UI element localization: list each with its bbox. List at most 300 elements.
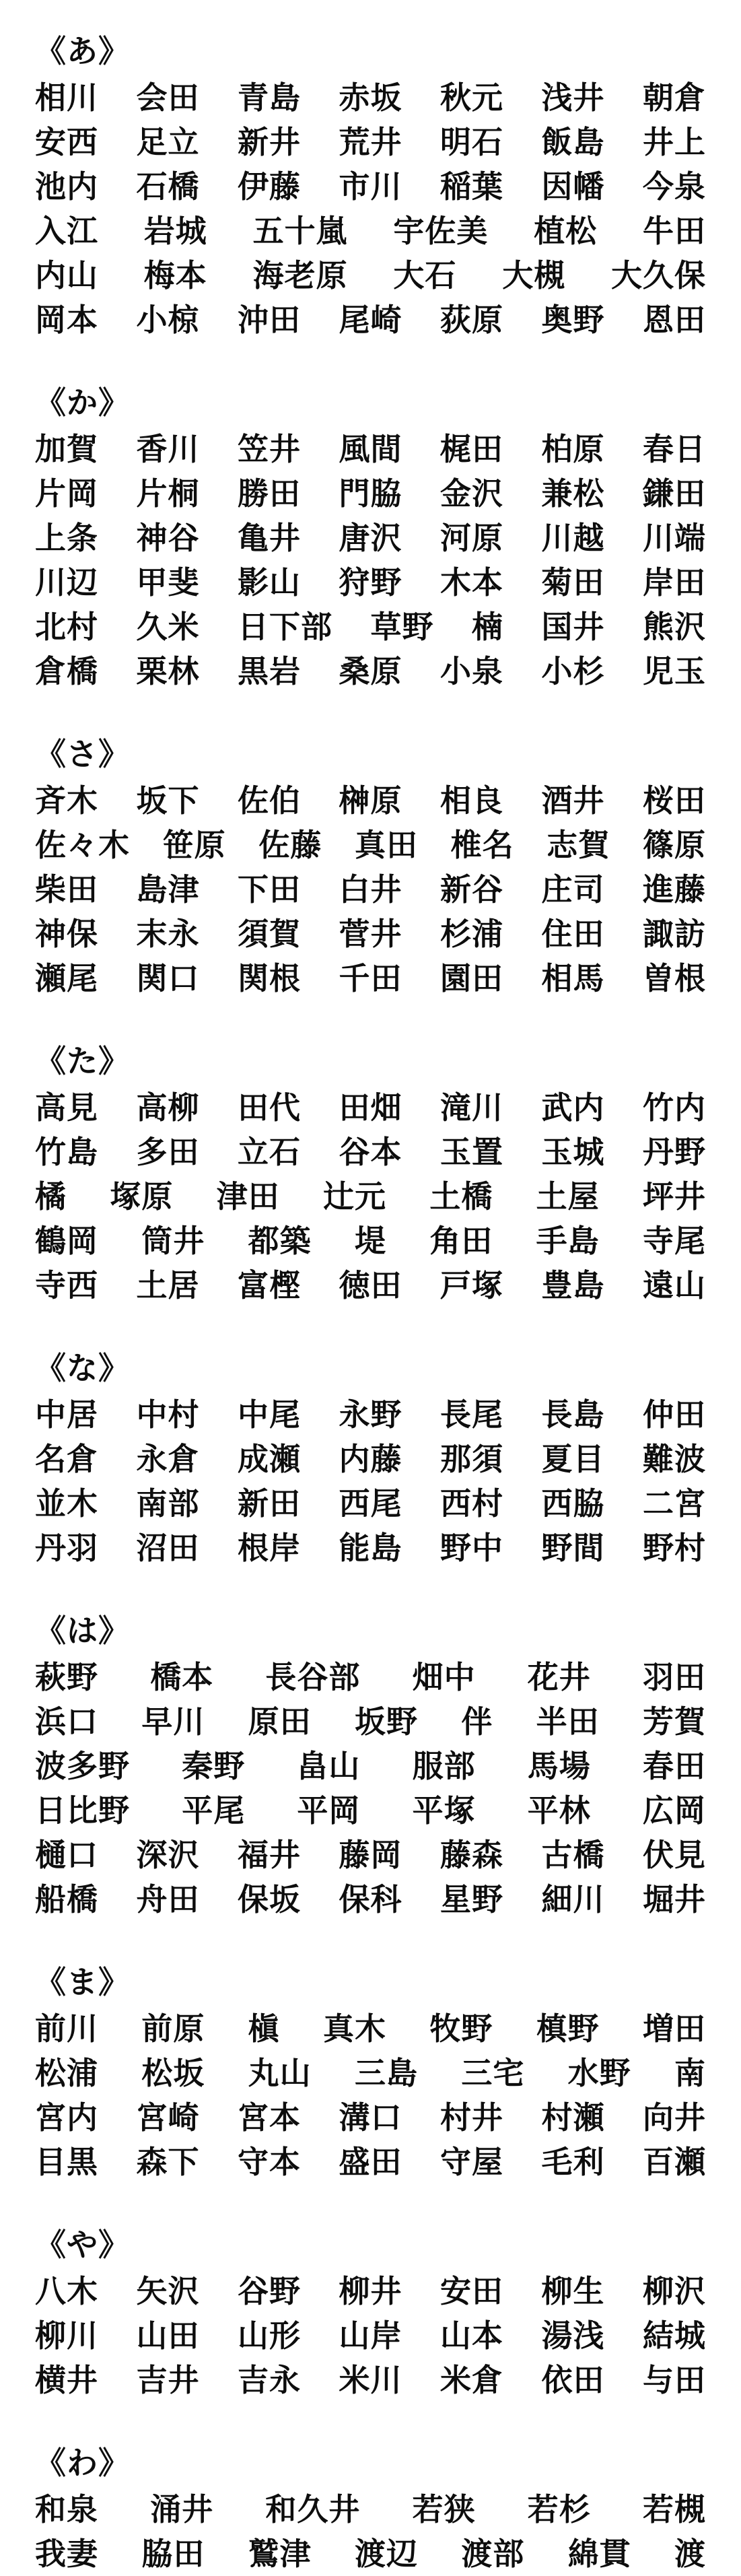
surname: 畑中 — [412, 1659, 476, 1695]
surname: 新谷 — [440, 871, 503, 908]
surname: 福井 — [238, 1837, 301, 1873]
name-row — [35, 2532, 706, 2576]
surname: 酒井 — [541, 782, 605, 819]
surname: 大久保 — [610, 257, 706, 294]
surname: 羽田 — [642, 1659, 706, 1695]
surname: 三島 — [354, 2055, 418, 2091]
name-section — [35, 731, 706, 1001]
surname: 村瀬 — [541, 2099, 605, 2136]
surname: 馬場 — [527, 1748, 591, 1784]
surname: 原田 — [248, 1703, 312, 1740]
surname: 吉井 — [136, 2362, 200, 2398]
surname: 真木 — [322, 2010, 386, 2047]
surname: 今泉 — [643, 168, 706, 205]
surname: 関根 — [238, 960, 301, 996]
surname: 西脇 — [541, 1485, 605, 1522]
surname: 末永 — [136, 916, 200, 952]
name-row — [35, 823, 706, 867]
surname: 亀井 — [238, 520, 301, 556]
surname: 永野 — [339, 1396, 402, 1433]
surname: 栗林 — [136, 653, 200, 689]
surname: 寺西 — [35, 1267, 98, 1303]
surname: 青島 — [238, 79, 301, 116]
surname: 川越 — [541, 520, 605, 556]
surname: 安西 — [35, 124, 98, 160]
name-row — [35, 1833, 706, 1877]
surname: 結城 — [643, 2317, 706, 2354]
surname: 米倉 — [440, 2362, 503, 2398]
surname: 笠井 — [238, 431, 301, 467]
surname: 根岸 — [238, 1530, 301, 1566]
surname: 須賀 — [238, 916, 301, 952]
surname: 横井 — [35, 2362, 98, 2398]
name-row — [35, 1263, 706, 1308]
surname: 玉城 — [541, 1134, 605, 1170]
surname: 小椋 — [136, 302, 200, 338]
name-section — [35, 1345, 706, 1570]
surname: 百瀬 — [643, 2144, 706, 2180]
surname: 足立 — [136, 124, 200, 160]
surname: 飯島 — [541, 124, 605, 160]
surname: 綿貫 — [567, 2536, 631, 2572]
surname: 野間 — [541, 1530, 605, 1566]
surname: 島津 — [136, 871, 200, 908]
section-heading: 《さ》 — [35, 736, 130, 772]
surname: 柳生 — [541, 2273, 605, 2309]
name-row — [35, 1085, 706, 1130]
surname: 榊原 — [339, 782, 402, 819]
surname: 桑原 — [339, 653, 402, 689]
surname: 橘 — [35, 1178, 67, 1215]
surname: 守屋 — [440, 2144, 503, 2180]
name-row — [35, 2095, 706, 2140]
surname: 奥野 — [541, 302, 605, 338]
surname: 田畑 — [339, 1089, 402, 1126]
name-row — [35, 1481, 706, 1526]
surname: 畠山 — [297, 1748, 361, 1784]
surname: 中尾 — [238, 1396, 301, 1433]
surname: 稲葉 — [440, 168, 503, 205]
surname: 河原 — [440, 520, 503, 556]
surname: 向井 — [643, 2099, 706, 2136]
surname: 進藤 — [643, 871, 706, 908]
name-row — [35, 2140, 706, 2184]
name-row — [35, 2051, 706, 2095]
name-row — [35, 2358, 706, 2402]
name-row — [35, 298, 706, 342]
surname: 森下 — [136, 2144, 200, 2180]
surname: 倉橋 — [35, 653, 98, 689]
surname: 脇田 — [141, 2536, 205, 2572]
name-section — [35, 380, 706, 693]
name-row — [35, 164, 706, 209]
surname: 海老原 — [252, 257, 348, 294]
surname: 徳田 — [339, 1267, 402, 1303]
surname: 唐沢 — [339, 520, 402, 556]
surname: 児玉 — [643, 653, 706, 689]
surname: 日比野 — [35, 1792, 130, 1829]
surname: 熊沢 — [643, 609, 706, 645]
surname: 真田 — [354, 827, 418, 863]
name-row — [35, 1655, 706, 1699]
name-row — [35, 1526, 706, 1570]
surname: 市川 — [339, 168, 402, 205]
name-row — [35, 1788, 706, 1833]
surname: 鷲津 — [248, 2536, 312, 2572]
surname: 影山 — [238, 564, 301, 601]
surname: 成瀬 — [238, 1441, 301, 1477]
section-heading: 《か》 — [35, 384, 130, 421]
surname: 荻原 — [440, 302, 503, 338]
surname: 宮本 — [238, 2099, 301, 2136]
surname: 早川 — [141, 1703, 205, 1740]
surname: 柴田 — [35, 871, 98, 908]
surname: 関口 — [136, 960, 200, 996]
name-row — [35, 1174, 706, 1219]
surname: 柳川 — [35, 2317, 98, 2354]
name-row — [35, 2487, 706, 2532]
surname: 明石 — [440, 124, 503, 160]
surname: 片岡 — [35, 475, 98, 512]
surname: 若槻 — [642, 2491, 706, 2528]
surname: 岩城 — [143, 213, 207, 249]
surname: 千田 — [339, 960, 402, 996]
name-row — [35, 471, 706, 516]
surname: 秋元 — [440, 79, 503, 116]
surname: 船橋 — [35, 1881, 98, 1918]
surname: 藤森 — [440, 1837, 503, 1873]
surname: 坪井 — [642, 1178, 706, 1215]
surname: 野中 — [440, 1530, 503, 1566]
surname: 諏訪 — [643, 916, 706, 952]
surname: 新井 — [238, 124, 301, 160]
surname: 安田 — [440, 2273, 503, 2309]
name-row — [35, 605, 706, 649]
surname: 菊田 — [541, 564, 605, 601]
name-section — [35, 2440, 706, 2576]
surname: 松浦 — [35, 2055, 98, 2091]
surname: 黒岩 — [238, 653, 301, 689]
surname: 会田 — [136, 79, 200, 116]
surname: 宇佐美 — [393, 213, 489, 249]
surname: 保坂 — [238, 1881, 301, 1918]
surname: 藤岡 — [339, 1837, 402, 1873]
name-section — [35, 28, 706, 342]
surname: 塚原 — [110, 1178, 174, 1215]
surname: 三宅 — [461, 2055, 525, 2091]
surname: 新田 — [238, 1485, 301, 1522]
surname: 多田 — [136, 1134, 200, 1170]
name-row — [35, 120, 706, 164]
section-heading: 《や》 — [35, 2227, 130, 2263]
surname: 北村 — [35, 609, 98, 645]
surname: 渡辺 — [354, 2536, 418, 2572]
surname: 増田 — [642, 2010, 706, 2047]
surname: 白井 — [339, 871, 402, 908]
name-row — [35, 1877, 706, 1922]
surname: 秦野 — [182, 1748, 246, 1784]
surname: 津田 — [216, 1178, 280, 1215]
surname: 志賀 — [546, 827, 610, 863]
surname: 宮崎 — [136, 2099, 200, 2136]
surname: 佐伯 — [238, 782, 301, 819]
surname: 二宮 — [643, 1485, 706, 1522]
name-row — [35, 1219, 706, 1263]
name-row — [35, 2006, 706, 2051]
surname: 長尾 — [440, 1396, 503, 1433]
surname: 芳賀 — [642, 1703, 706, 1740]
surname: 伴 — [461, 1703, 493, 1740]
surname: 川辺 — [35, 564, 98, 601]
surname: 筒井 — [141, 1223, 205, 1259]
surname: 小泉 — [440, 653, 503, 689]
surname: 椎名 — [450, 827, 514, 863]
surname: 片桐 — [136, 475, 200, 512]
surname: 石橋 — [136, 168, 200, 205]
surname: 立石 — [238, 1134, 301, 1170]
surname: 村井 — [440, 2099, 503, 2136]
name-row — [35, 560, 706, 605]
surname: 兼松 — [541, 475, 605, 512]
surname: 長島 — [541, 1396, 605, 1433]
name-row — [35, 1392, 706, 1437]
surname: 和泉 — [35, 2491, 98, 2528]
name-row — [35, 2313, 706, 2358]
surname: 遠山 — [643, 1267, 706, 1303]
surname: 山本 — [440, 2317, 503, 2354]
surname: 大槻 — [502, 257, 566, 294]
surname: 前川 — [35, 2010, 98, 2047]
surname: 大石 — [393, 257, 457, 294]
surname: 土橋 — [429, 1178, 493, 1215]
surname: 名倉 — [35, 1441, 98, 1477]
surname: 草野 — [370, 609, 434, 645]
surname: 植松 — [534, 213, 598, 249]
surname: 樋口 — [35, 1837, 98, 1873]
surname: 土屋 — [536, 1178, 600, 1215]
surname: 並木 — [35, 1485, 98, 1522]
surname: 中居 — [35, 1396, 98, 1433]
surname: 南 — [674, 2055, 706, 2091]
surname: 平塚 — [412, 1792, 476, 1829]
surname: 都築 — [248, 1223, 312, 1259]
surname: 渡部 — [461, 2536, 525, 2572]
surname: 牛田 — [642, 213, 706, 249]
name-row — [35, 1699, 706, 1744]
surname: 野村 — [643, 1530, 706, 1566]
surname: 西尾 — [339, 1485, 402, 1522]
surname: 井上 — [643, 124, 706, 160]
surname: 勝田 — [238, 475, 301, 512]
surname: 伏見 — [643, 1837, 706, 1873]
surname: 沖田 — [238, 302, 301, 338]
surname: 水野 — [567, 2055, 631, 2091]
surname: 小杉 — [541, 653, 605, 689]
surname: 滝川 — [440, 1089, 503, 1126]
surname: 八木 — [35, 2273, 98, 2309]
surname: 笹原 — [162, 827, 226, 863]
surname: 川端 — [643, 520, 706, 556]
surname: 相馬 — [541, 960, 605, 996]
surname: 服部 — [412, 1748, 476, 1784]
surname: 深沢 — [136, 1837, 200, 1873]
surname: 香川 — [136, 431, 200, 467]
surname: 岡本 — [35, 302, 98, 338]
surname: 細川 — [541, 1881, 605, 1918]
surname: 平尾 — [182, 1792, 246, 1829]
surname: 永倉 — [136, 1441, 200, 1477]
name-section — [35, 1959, 706, 2184]
surname: 内藤 — [339, 1441, 402, 1477]
surname: 竹内 — [643, 1089, 706, 1126]
surname: 丹羽 — [35, 1530, 98, 1566]
surname: 堀井 — [643, 1881, 706, 1918]
surname: 住田 — [541, 916, 605, 952]
surname: 庄司 — [541, 871, 605, 908]
name-row — [35, 1130, 706, 1174]
name-section — [35, 1038, 706, 1308]
surname: 宮内 — [35, 2099, 98, 2136]
surname: 古橋 — [541, 1837, 605, 1873]
surname: 西村 — [440, 1485, 503, 1522]
surname: 内山 — [35, 257, 98, 294]
surname: 朝倉 — [643, 79, 706, 116]
surname: 瀬尾 — [35, 960, 98, 996]
surname: 橋本 — [150, 1659, 214, 1695]
surname: 矢沢 — [136, 2273, 200, 2309]
surname: 辻元 — [322, 1178, 386, 1215]
surname: 中村 — [136, 1396, 200, 1433]
name-row — [35, 75, 706, 120]
section-heading: 《た》 — [35, 1043, 130, 1079]
surname: 毛利 — [541, 2144, 605, 2180]
name-row — [35, 912, 706, 956]
surname: 谷野 — [238, 2273, 301, 2309]
surname: 寺尾 — [642, 1223, 706, 1259]
surname: 萩野 — [35, 1659, 98, 1695]
surname: 和久井 — [265, 2491, 361, 2528]
name-row — [35, 427, 706, 471]
surname: 難波 — [643, 1441, 706, 1477]
surname: 豊島 — [541, 1267, 605, 1303]
surname: 米川 — [339, 2362, 402, 2398]
surname: 杉浦 — [440, 916, 503, 952]
name-row — [35, 778, 706, 823]
surname: 槇 — [248, 2010, 280, 2047]
surname: 牧野 — [429, 2010, 493, 2047]
surname: 丸山 — [248, 2055, 312, 2091]
surname: 土居 — [136, 1267, 200, 1303]
surname: 加賀 — [35, 431, 98, 467]
surname: 因幡 — [541, 168, 605, 205]
surname: 守本 — [238, 2144, 301, 2180]
surname: 甲斐 — [136, 564, 200, 601]
name-row — [35, 867, 706, 912]
surname: 玉置 — [440, 1134, 503, 1170]
surname: 岸田 — [643, 564, 706, 601]
surname: 門脇 — [339, 475, 402, 512]
surname: 田代 — [238, 1089, 301, 1126]
surname: 能島 — [339, 1530, 402, 1566]
surname: 平林 — [527, 1792, 591, 1829]
surname: 渡 — [674, 2536, 706, 2572]
surname: 堤 — [354, 1223, 386, 1259]
surname: 富樫 — [238, 1267, 301, 1303]
surname: 若杉 — [527, 2491, 591, 2528]
surname: 園田 — [440, 960, 503, 996]
surname: 春日 — [643, 431, 706, 467]
surname: 久米 — [136, 609, 200, 645]
surname: 鎌田 — [643, 475, 706, 512]
surname: 竹島 — [35, 1134, 98, 1170]
surname: 山岸 — [339, 2317, 402, 2354]
surname: 神保 — [35, 916, 98, 952]
surname: 桜田 — [643, 782, 706, 819]
surname: 那須 — [440, 1441, 503, 1477]
surname: 沼田 — [136, 1530, 200, 1566]
surname: 柏原 — [541, 431, 605, 467]
surname: 相良 — [440, 782, 503, 819]
surname: 高柳 — [136, 1089, 200, 1126]
surname: 広岡 — [642, 1792, 706, 1829]
surname: 下田 — [238, 871, 301, 908]
surname: 上条 — [35, 520, 98, 556]
surname: 花井 — [527, 1659, 591, 1695]
surname: 槙野 — [536, 2010, 600, 2047]
surname: 武内 — [541, 1089, 605, 1126]
surname: 溝口 — [339, 2099, 402, 2136]
name-row — [35, 649, 706, 693]
surname: 南部 — [136, 1485, 200, 1522]
surname: 五十嵐 — [252, 213, 348, 249]
name-section — [35, 2222, 706, 2402]
surname: 佐藤 — [258, 827, 322, 863]
surname: 金沢 — [440, 475, 503, 512]
surname: 荒井 — [339, 124, 402, 160]
surname: 楠 — [472, 609, 503, 645]
surname: 入江 — [35, 213, 98, 249]
surname: 佐々木 — [35, 827, 130, 863]
surname: 篠原 — [642, 827, 706, 863]
surname: 相川 — [35, 79, 98, 116]
surname: 木本 — [440, 564, 503, 601]
surname: 長谷部 — [265, 1659, 361, 1695]
surname: 梅本 — [143, 257, 207, 294]
surname: 柳井 — [339, 2273, 402, 2309]
surname: 舟田 — [136, 1881, 200, 1918]
surname: 松坂 — [141, 2055, 205, 2091]
surname: 坂野 — [354, 1703, 418, 1740]
surname: 盛田 — [339, 2144, 402, 2180]
surname: 赤坂 — [339, 79, 402, 116]
surname: 坂下 — [136, 782, 200, 819]
surname: 日下部 — [238, 609, 332, 645]
surname: 狩野 — [339, 564, 402, 601]
surname: 山田 — [136, 2317, 200, 2354]
surname: 夏目 — [541, 1441, 605, 1477]
surname: 風間 — [339, 431, 402, 467]
surname: 星野 — [440, 1881, 503, 1918]
name-row — [35, 516, 706, 560]
surname: 浅井 — [541, 79, 605, 116]
surname: 我妻 — [35, 2536, 98, 2572]
surname: 戸塚 — [440, 1267, 503, 1303]
surname: 半田 — [536, 1703, 600, 1740]
surname: 平岡 — [297, 1792, 361, 1829]
name-row — [35, 253, 706, 298]
surname: 山形 — [238, 2317, 301, 2354]
surname: 丹野 — [643, 1134, 706, 1170]
